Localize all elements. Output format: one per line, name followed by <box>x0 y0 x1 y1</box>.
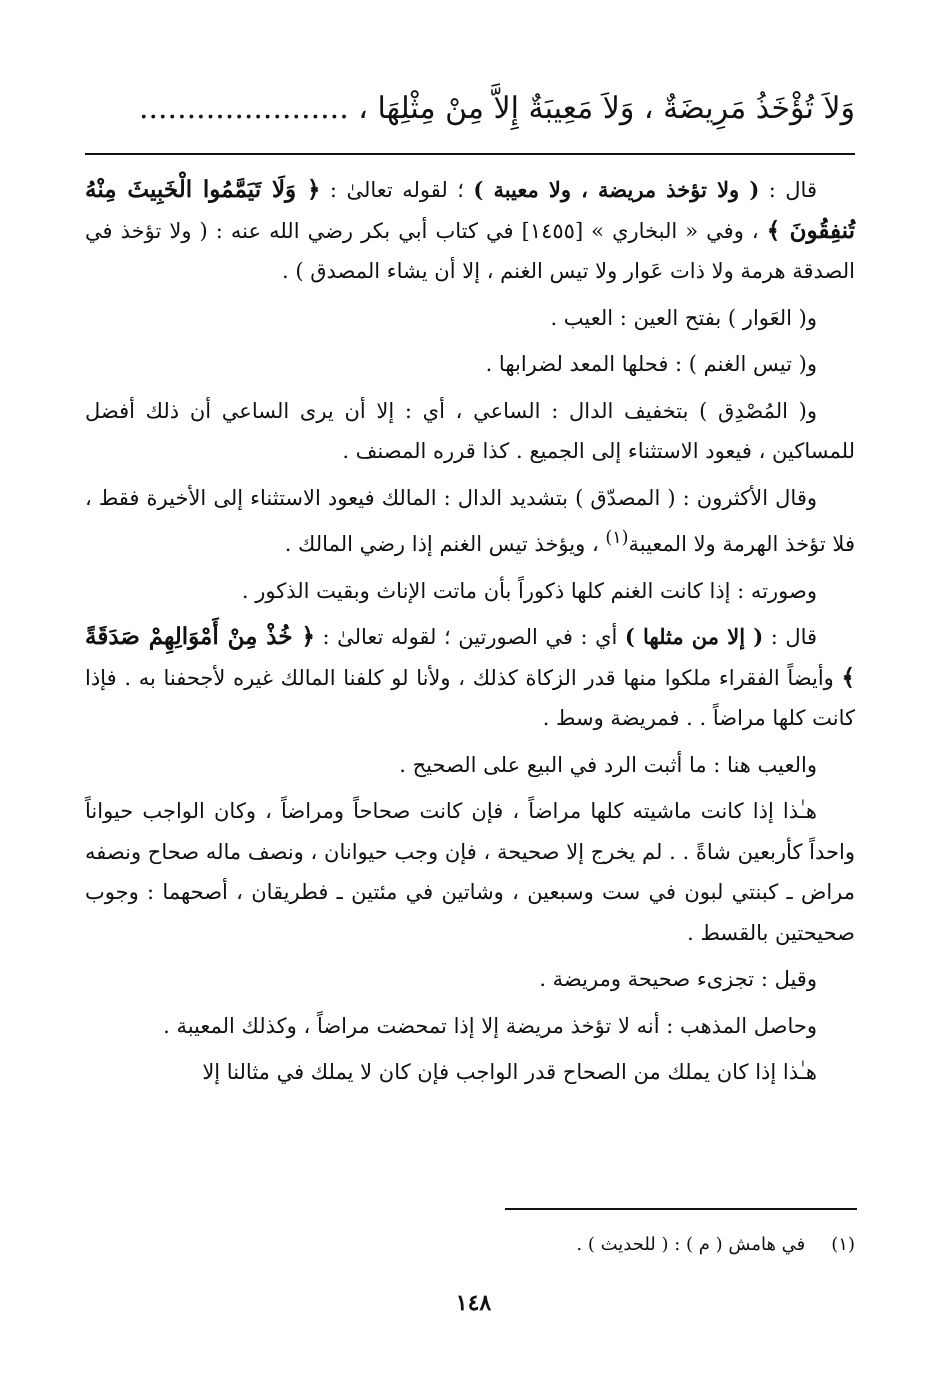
text-span: قال : <box>759 178 817 202</box>
footnote-divider <box>505 1208 857 1210</box>
matn-quote: ( إلا من مثلها ) <box>624 624 764 649</box>
text-span: أي : في الصورتين ؛ لقوله تعالىٰ : <box>314 625 625 649</box>
paragraph-10: وقيل : تجزىء صحيحة ومريضة . <box>539 967 817 991</box>
text-span: وأيضاً الفقراء ملكوا منها قدر الزكاة كذلك ، ولأنا لو كلفنا المالك غيره لأجحفنا به . فإذا كانت كلها مراضاً . . فمريضة وسط . <box>85 665 855 730</box>
text-span: وقال الأكثرون : ( المصدّق ) بتشديد الدال : المالك فيعود الاستثناء إلى الأخيرة فقط ، فلا تؤخذ الهرمة ولا المعيبة <box>85 485 855 556</box>
paragraph-6: وصورته : إذا كانت الغنم كلها ذكوراً بأن ماتت الإناث وبقيت الذكور . <box>241 578 817 603</box>
footnote <box>85 1229 855 1261</box>
text-span: ، ويؤخذ تيس الغنم إذا رضي المالك . <box>284 532 606 556</box>
page-number: ١٤٨ <box>455 1290 492 1316</box>
text-span: ، وفي « البخاري » [١٤٥٥] في كتاب أبي بكر رضي الله عنه : ( ولا تؤخذ في الصدقة هرمة ولا ذات عَوار ولا تيس الغنم ، إلا أن يشاء المصدق ) . <box>85 218 855 283</box>
footnote-marker: (١) <box>605 528 629 548</box>
text-span: ؛ لقوله تعالىٰ : <box>320 178 474 202</box>
paragraph-7 <box>85 617 855 739</box>
paragraph-11: وحاصل المذهب : أنه لا تؤخذ مريضة إلا إذا تمحضت مراضاً ، وكذلك المعيبة . <box>163 1013 817 1038</box>
paragraph-1 <box>85 170 855 292</box>
paragraph-3: و( تيس الغنم ) : فحلها المعد لضرابها . <box>485 352 817 376</box>
paragraph-12: هـٰذا إذا كان يملك من الصحاح قدر الواجب فإن كان لا يملك في مثالنا إلا <box>202 1060 817 1084</box>
main-text <box>85 170 855 1099</box>
matn-quote: ( ولا تؤخذ مريضة ، ولا معيبة ) <box>473 177 760 202</box>
paragraph-4: و( المُصْدِق ) بتخفيف الدال : الساعي ، أي : إلا أن يرى الساعي أن ذلك أفضل للمساكين ، فيعود الاستثناء إلى الجميع . كذا قرره المصنف . <box>85 398 855 463</box>
quran-verse: ﴿ خُذْ مِنْ أَمْوَالِهِمْ صَدَقَةً ﴾ <box>85 623 855 691</box>
footnote-text: في هامش ( م ) : ( للحديث ) . <box>576 1234 806 1255</box>
header-dots: ...................... <box>138 91 349 126</box>
paragraph-5 <box>85 478 855 565</box>
header-title: وَلاَ تُؤْخَذُ مَرِيضَةٌ ، وَلاَ مَعِيبَةٌ إِلاَّ مِنْ مِثْلِهَا ، <box>358 91 855 126</box>
paragraph-9: هـٰذا إذا كانت ماشيته كلها مراضاً ، فإن كانت صحاحاً ومراضاً ، وكان الواجب حيواناً واحداً كأربعين شاةً . . لم يخرج إلا صحيحة ، فإن وجب حيوانان ، ونصف ماله صحاح ونصفه مراض ـ كبنتي لبون في ست وسبعين ، وشاتين في مئتين ـ فطريقان ، أصحهما : وجوب صحيحتين بالقسط . <box>85 799 855 945</box>
footnote-number: (١) <box>831 1234 855 1255</box>
text-span: قال : <box>763 625 818 649</box>
paragraph-8: والعيب هنا : ما أثبت الرد في البيع على الصحيح . <box>399 752 817 777</box>
paragraph-2: و( العَوار ) بفتح العين : العيب . <box>550 305 817 330</box>
header-divider <box>85 153 855 155</box>
quran-verse: ﴿ وَلَا تَيَمَّمُوا الْخَبِيثَ مِنْهُ تُنفِقُونَ ﴾ <box>85 176 855 244</box>
running-header <box>85 78 855 140</box>
